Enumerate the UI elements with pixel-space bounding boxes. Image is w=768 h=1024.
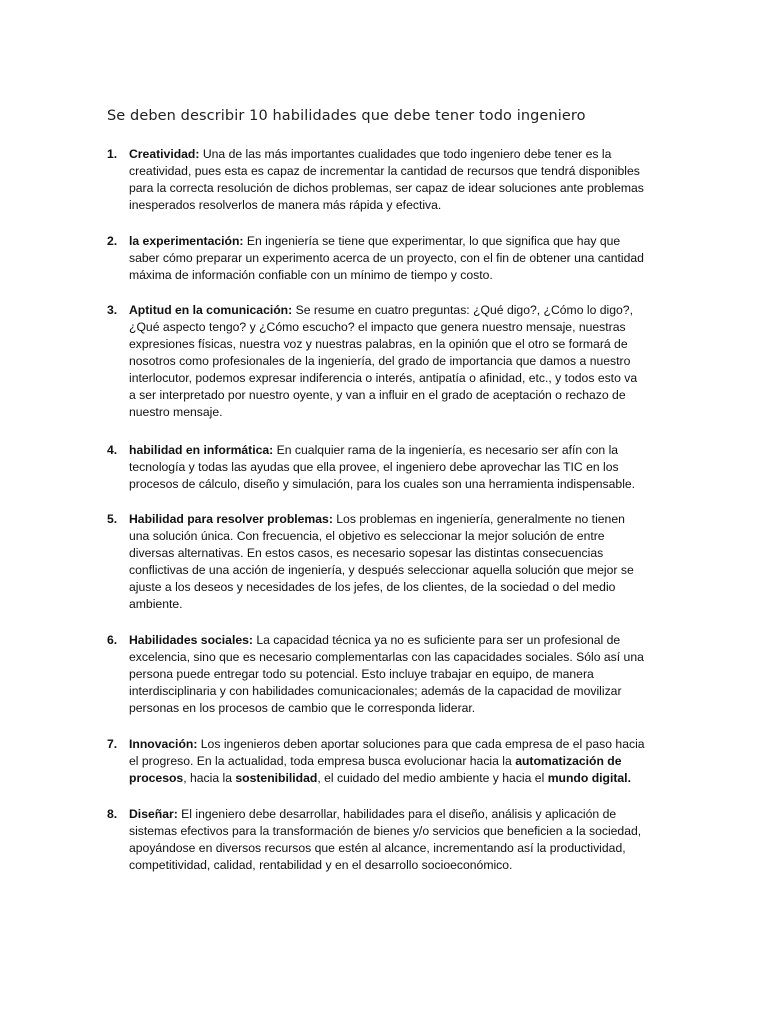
list-item-6: [107, 632, 647, 717]
item-text-run: La capacidad técnica ya no es suficiente para ser un profesional de excelencia, sino que es necesario complementarlas con las capacidades sociales. Sólo así una persona puede entregar todo su potencial. Esto incluye trabajar en equipo, de manera interdisciplinaria y con habilidades comunicacionales; además de la capacidad de movilizar personas en los procesos de cambio que le corresponda liderar.: [129, 633, 644, 715]
item-text: [129, 442, 647, 493]
item-number: 7.: [107, 737, 118, 751]
item-text: [129, 302, 647, 421]
list-item-1: [107, 146, 647, 214]
item-text: [129, 511, 647, 613]
item-bold-text: habilidad en informática:: [129, 443, 274, 457]
item-number: 4.: [107, 443, 118, 457]
list-item-8: [107, 806, 647, 874]
item-text-run: , hacia la: [183, 771, 236, 785]
item-bold-text: sostenibilidad: [235, 771, 318, 785]
item-text: [129, 146, 647, 214]
item-bold-text: mundo digital.: [547, 771, 631, 785]
item-text-run: En ingeniería se tiene que experimentar, lo que significa que hay que saber cómo preparar un experimento acerca de un proyecto, con el fin de obtener una cantidad máxima de información confiable con un mínimo de tiempo y costo.: [129, 234, 644, 282]
item-text-run: Una de las más importantes cualidades que todo ingeniero debe tener es la creatividad, pues esta es capaz de incrementar la cantidad de recursos que tendrá disponibles para la correcta resolución de dichos problemas, ser capaz de idear soluciones ante problemas inesperados resolverlos de manera más rápida y efectiva.: [129, 147, 644, 212]
item-bold-text: Aptitud en la comunicación:: [129, 303, 293, 317]
item-text: [129, 806, 647, 874]
item-text: [129, 632, 647, 717]
list-item-7: [107, 736, 647, 787]
document-heading: Se deben describir 10 habilidades que debe tener todo ingeniero: [107, 108, 586, 124]
item-text-run: Los ingenieros deben aportar soluciones para que cada empresa de el paso hacia el progreso. En la actualidad, toda empresa busca evolucionar hacia la: [129, 737, 645, 768]
item-text: [129, 736, 647, 787]
item-bold-text: automatización de procesos: [129, 754, 622, 785]
item-text-run: Se resume en cuatro preguntas: ¿Qué digo?, ¿Cómo lo digo?, ¿Qué aspecto tengo? y ¿Cómo escucho? el impacto que genera nuestro mensaje, nuestras expresiones físicas, nuestra voz y nuestras palabras, en la opinión que el otro se formará de nosotros como profesionales de la ingeniería, del grado de importancia que damos a nuestro interlocutor, podemos expresar indiferencia o interés, antipatía o afinidad, etc., y todos esto va a ser interpretado por nuestro oyente, y van a influir en el grado de aceptación o rechazo de nuestro mensaje.: [129, 303, 638, 419]
item-number: 5.: [107, 512, 118, 526]
list-item-3: [107, 302, 647, 421]
item-text-run: , el cuidado del medio ambiente y hacia el: [317, 771, 548, 785]
item-number: 2.: [107, 234, 118, 248]
item-bold-text: Diseñar:: [129, 807, 178, 821]
list-item-4: [107, 442, 647, 493]
item-bold-text: Innovación:: [129, 737, 198, 751]
item-bold-text: la experimentación:: [129, 234, 244, 248]
item-bold-text: Habilidades sociales:: [129, 633, 253, 647]
item-number: 6.: [107, 633, 118, 647]
item-text: [129, 233, 647, 284]
item-number: 8.: [107, 807, 118, 821]
item-text-run: Los problemas en ingeniería, generalmente no tienen una solución única. Con frecuencia, el objetivo es seleccionar la mejor solución de entre diversas alternativas. En estos casos, es necesario sopesar las distintas consecuencias conflictivas de una acción de ingeniería, y después seleccionar aquella solución que mejor se ajuste a los deseos y necesidades de los jefes, de los clientes, de la sociedad o del medio ambiente.: [129, 512, 634, 611]
item-bold-text: Creatividad:: [129, 147, 200, 161]
item-bold-text: Habilidad para resolver problemas:: [129, 512, 333, 526]
list-item-2: [107, 233, 647, 284]
item-text-run: El ingeniero debe desarrollar, habilidades para el diseño, análisis y aplicación de sistemas efectivos para la transformación de bienes y/o servicios que beneficien a la sociedad, apoyándose en diversos recursos que estén al alcance, incrementando así la productividad, competitividad, calidad, rentabilidad y en el desarrollo socioeconómico.: [129, 807, 642, 872]
list-item-5: [107, 511, 647, 613]
item-number: 1.: [107, 147, 118, 161]
item-text-run: En cualquier rama de la ingeniería, es necesario ser afín con la tecnología y todas las ayudas que ella provee, el ingeniero debe aprovechar las TIC en los procesos de cálculo, diseño y simulación, para los cuales son una herramienta indispensable.: [129, 443, 636, 491]
item-number: 3.: [107, 303, 118, 317]
